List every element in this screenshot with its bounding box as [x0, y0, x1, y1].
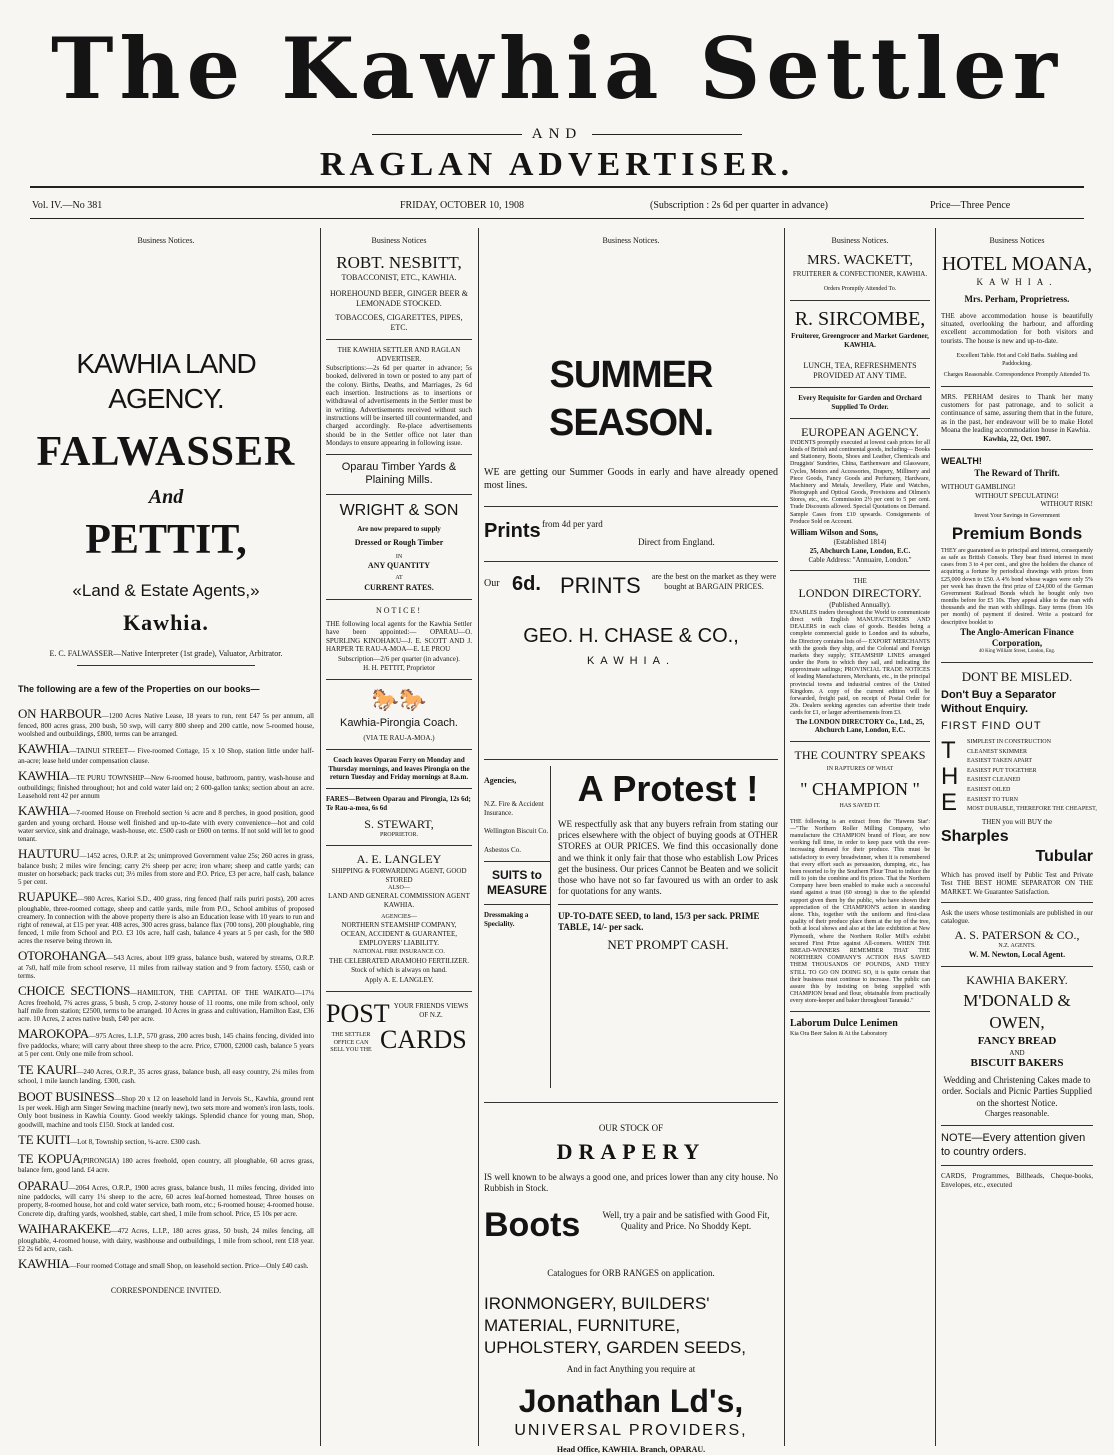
- separator-feature: SIMPLEST IN CONSTRUCTION: [967, 739, 1051, 746]
- property-name: CHOICE SECTIONS: [18, 983, 131, 999]
- column-header: Business Notices.: [602, 236, 660, 245]
- column-rule: [784, 228, 785, 1446]
- boots-word: Boots: [484, 1206, 581, 1244]
- separator-features: [941, 737, 1097, 818]
- ocean-accident: OCEAN, ACCIDENT & GUARANTEE, EMPLOYERS' LIABILITY.: [341, 929, 457, 947]
- nesbitt-sub: TOBACCONIST, ETC., KAWHIA.: [341, 273, 457, 283]
- european-agency: EUROPEAN AGENCY.: [801, 424, 919, 439]
- divider: [326, 339, 472, 340]
- separator-feature: EASIEST PUT TOGETHER: [967, 767, 1037, 774]
- property-list: [18, 707, 314, 1272]
- separator-feature: EASIEST OILED: [967, 787, 1011, 794]
- cards-programmes: CARDS, Programmes, Billheads, Cheque-books, Envelopes, etc., executed: [941, 1172, 1093, 1189]
- divider: [326, 749, 472, 750]
- protest-block: [484, 766, 778, 1096]
- post-cards-ad: [326, 998, 472, 1062]
- net-prompt-cash: NET PROMPT CASH.: [607, 937, 729, 952]
- masthead: [0, 0, 1114, 196]
- divider: [484, 1102, 778, 1103]
- premium-text: THEY are guaranteed as to principal and interest, consequently as safe as British Consols. They bear fixed interest in most cases from 3 to 4 per cent., and give the holders the chance of acquiring a fortune by periodical drawings with prizes from £25,000 down to £50. A 4% bond whose wages were only 5% per week has drawn the first prize of £24,000 of the German Government Railroad Bonds which he bought only two months before for £5 10s. They appeal alike to the man with thousands and the man with shillings. Easy terms (from 10s per month) of payment if desired. Write a postcard for descriptive booklet to: [941, 547, 1093, 626]
- langley-sub: SHIPPING & FORWARDING AGENT, GOOD STORED: [331, 867, 467, 884]
- asbestos: Asbestos Co.: [484, 846, 521, 854]
- seed-prices: UP-TO-DATE SEED, to land, 15/3 per sack. PRIME TABLE, 14/- per sack.: [558, 910, 760, 932]
- the-letters: [941, 738, 963, 816]
- property-description: —TE PURU TOWNSHIP—New 6-roomed house, bathroom, pantry, wash-house and outbuildings; finished throughout; hot and cold water laid on; 2 600-gallon tanks; section about an acre. Leasehold rent 42 per annum: [18, 774, 314, 800]
- divider: [790, 300, 930, 301]
- property-listing: [18, 1257, 314, 1272]
- agency-title: KAWHIA LAND AGENCY.: [76, 348, 256, 414]
- separator-enquiry: Don't Buy a Separator Without Enquiry.: [941, 688, 1057, 715]
- property-description: —Lot 8, Township section, ¼-acre. £300 cash.: [70, 1137, 201, 1146]
- firm-falwasser: FALWASSER: [36, 429, 296, 475]
- mdonald-owen: M'DONALD & OWEN,: [963, 991, 1071, 1032]
- column-land-agency: [18, 228, 314, 1448]
- without-gambling: WITHOUT GAMBLING!: [941, 482, 1016, 491]
- suits-to-measure: SUITS to MEASURE: [486, 867, 547, 897]
- cable-address: Cable Address: "Annuaire, London.": [808, 555, 912, 564]
- property-name: OTOROHANGA: [18, 948, 107, 964]
- paterson: A. S. PATERSON & CO.,: [954, 927, 1080, 942]
- masthead-rule: [30, 186, 1084, 188]
- property-listing: [18, 984, 314, 1023]
- column-wackett: [790, 228, 930, 1448]
- properties-intro: The following are a few of the Properties on our books—: [18, 683, 260, 694]
- protest-text: WE respectfully ask that any buyers refrain from stating our prices elsewhere with the object of buying goods at OTHER STORES at OUR PRICES. We find this occasionally done and we think it only fair that those who establish Low Prices get the business. Our prices Cannot be Beaten and we solicit those who have not so far favoured us with an order to ask for quotations for any wants.: [558, 818, 778, 897]
- divider: [941, 902, 1093, 903]
- universal-providers: UNIVERSAL PROVIDERS,: [514, 1421, 748, 1439]
- reward-thrift: The Reward of Thrift.: [974, 467, 1060, 478]
- any-quantity: ANY QUANTITY: [367, 561, 431, 571]
- wackett-sub: FRUITERER & CONFECTIONER, KAWHIA.: [792, 269, 928, 278]
- separator-feature: CLEANEST SKIMMER: [967, 748, 1028, 755]
- then-buy: THEN you will BUY the: [981, 818, 1053, 827]
- summer-text: WE are getting our Summer Goods in early and have already opened most lines.: [484, 467, 778, 491]
- national-insurance: NATIONAL FIRE INSURANCE CO.: [353, 949, 445, 956]
- boots-line: [484, 1204, 778, 1254]
- stock-on-hand: Stock of which is always on hand.: [351, 965, 447, 974]
- chase-name: GEO. H. CHASE & CO.,: [523, 625, 739, 647]
- dont-be-misled: DONT BE MISLED.: [961, 668, 1073, 684]
- published-annually: (Published Annually).: [829, 601, 891, 609]
- note-country-orders: NOTE—Every attention given to country orders.: [941, 1131, 1086, 1158]
- property-name: TE KUITI: [18, 1131, 71, 1147]
- dressmaking: Dressmaking a Speciality.: [484, 910, 529, 928]
- wellington-biscuit: Wellington Biscuit Co.: [484, 827, 549, 836]
- property-name: TE KOPUA: [18, 1150, 81, 1166]
- sixd-prints-line: [484, 572, 778, 616]
- friends-views: YOUR FRIENDS VIEWS OF N.Z.: [393, 1002, 469, 1019]
- the-letter: E: [941, 789, 958, 817]
- divider: [326, 845, 472, 846]
- summer-season: SUMMER SEASON.: [548, 354, 714, 444]
- agencies-title: Agencies,: [484, 775, 517, 785]
- divider: [790, 387, 930, 388]
- london-directory: LONDON DIRECTORY.: [798, 586, 922, 600]
- divider: [790, 418, 930, 419]
- wedding-cakes: Wedding and Christening Cakes made to order. Socials and Picnic Parties Supplied on the shortest Notice.: [942, 1075, 1092, 1108]
- our-word: Our: [484, 578, 500, 589]
- property-listing: [18, 1090, 314, 1129]
- property-name: OPARAU: [18, 1177, 69, 1193]
- invest-savings: Invest Your Savings in Government: [974, 513, 1060, 520]
- column-chase: [484, 228, 778, 1454]
- perham: Mrs. Perham, Proprietress.: [964, 294, 1070, 305]
- interpreter-line: E. C. FALWASSER—Native Interpreter (1st grade), Valuator, Arbitrator.: [49, 648, 283, 658]
- divider: [558, 904, 778, 905]
- separator-feature: EASIEST TO TURN: [967, 796, 1018, 803]
- divider: [326, 454, 472, 455]
- tubular-text: Which has proved itself by Public Test and Private Test THE BEST HOME SEPARATOR ON THE MARKET. We Guarantee Satisfaction.: [941, 870, 1093, 896]
- current-rates: CURRENT RATES.: [364, 582, 434, 592]
- column-rule: [320, 228, 321, 1446]
- property-description: —472 Acres, L.I.P., 180 acres grass, 50 bush, 24 miles fencing, all ploughable, 4-roomed house, with dairy, washhouse and outbuildings, 1 mile from school, rent £18 year. £2 2s 6d acre, cash.: [18, 1226, 314, 1253]
- lunch-tea: LUNCH, TEA, REFRESHMENTS PROVIDED AT ANY TIME.: [803, 361, 917, 381]
- has-saved: HAS SAVED IT.: [839, 803, 881, 810]
- property-name: WAIHARAKEKE: [18, 1220, 111, 1236]
- divider: [484, 759, 778, 760]
- property-name: RUAPUKE: [18, 889, 78, 905]
- tobaccoes: TOBACCOES, CIGARETTES, PIPES, ETC.: [335, 313, 463, 333]
- tubular: Tubular: [1035, 847, 1093, 865]
- biscuit-bakers: BISCUIT BAKERS: [970, 1057, 1064, 1070]
- prints-6d: PRINTS: [560, 573, 641, 598]
- column-rule: [478, 228, 479, 1446]
- fancy-bread: FANCY BREAD: [977, 1034, 1057, 1047]
- newspaper-subtitle: RAGLAN ADVERTISER.: [319, 146, 795, 183]
- property-listing: [18, 742, 314, 765]
- divider: [941, 386, 1093, 387]
- protest-title: A Protest !: [577, 767, 759, 809]
- property-description: —1452 acres, O.R.P. at 2s; unimproved Government value 25s; 260 acres in grass, balance bush; 2 miles wire fencing; carry 2½ sheep per acre; iron whare; sheep and cattle yards; can muster on horseback; pack tracks cut; 3½ miles from store and P.O. Price, £3 per acre, half cash, balance 5 per cent.: [18, 852, 314, 887]
- sharples: Sharples: [941, 827, 1009, 845]
- drapery: DRAPERY: [556, 1139, 706, 1164]
- column-rule: [935, 228, 936, 1446]
- property-description: —Shop 20 x 12 on leasehold land in Jervois St., Kawhia, ground rent 1s per week. High arm Singer Sewing machine (nearly new), two sets more and women's iron lasts, tools. Only boot business in Kawhia County. Good weekly takings. Splendid chance for young man, Shop, goodwill, machine and tools £150. Stock at landed cost.: [18, 1094, 314, 1129]
- anglo-address: 40 King William Street, London, Eng.: [978, 649, 1056, 655]
- masthead-and: AND: [0, 126, 1114, 143]
- prints-direct: Direct from England.: [638, 537, 715, 547]
- coach-title: Kawhia-Pirongia Coach.: [339, 717, 458, 730]
- firm-and: And: [148, 485, 184, 508]
- divider: [790, 570, 930, 571]
- coach-fares: FARES—Between Oparau and Pirongia, 12s 6d; Te Rau-a-moa, 6s 6d: [326, 795, 471, 812]
- subscriptions-text: Subscriptions:—2s 6d per quarter in advance; 5s booked, delivered in town or posted to any part of the colony. Births, Deaths, and Marriages, 2s 6d each insertion. Instructions as to insertions or withdrawal of advertisements in the Settler must be in writing. Advertisements received without such instructions will be inserted till countermanded, and charged accordingly. Re-place advertisements should be in the Settler office not later than Mondays to ensure appearing in following issue.: [326, 363, 472, 448]
- column-hotel: [941, 228, 1097, 1448]
- divider: [941, 662, 1093, 663]
- the-letter: H: [941, 763, 959, 791]
- column-nesbitt: [326, 228, 472, 1448]
- in-label: IN: [395, 553, 403, 560]
- subscription-rate: (Subscription : 2s 6d per quarter in advance): [650, 200, 829, 211]
- country-speaks: THE COUNTRY SPEAKS: [794, 748, 926, 763]
- settler-box: THE KAWHIA SETTLER AND RAGLAN ADVERTISER.: [337, 346, 461, 363]
- property-name: ON HARBOUR: [18, 706, 102, 721]
- volume-number: Vol. IV.—No 381: [32, 200, 103, 211]
- wealth: WEALTH!: [941, 456, 982, 467]
- the-letter: T: [941, 737, 956, 765]
- stock-of: OUR STOCK OF: [598, 1122, 664, 1133]
- ask-users: Ask the users whose testimonials are published in our catalogue.: [941, 909, 1093, 926]
- firm-pettit: PETTIT,: [85, 516, 247, 563]
- property-name: KAWHIA: [18, 1255, 70, 1271]
- separator-feature: EASIEST TAKEN APART: [967, 758, 1033, 765]
- property-listing: [18, 949, 314, 980]
- coach-text: Coach leaves Oparau Ferry on Monday and Thursday mornings, and leaves Pirongia on the return Tuesday and Friday mornings at 8.a.m.: [328, 755, 470, 782]
- property-listing: [18, 1152, 314, 1175]
- property-description: —7-roomed House on Freehold section ¼ acre and 8 perches, in good position, good garden and young orchard. House well finished and up-to-date with every convenience—hot and cold water service, sink and drainage, wash-house, etc. £500 cash or £600 on terms. If not sold will let to good tenant.: [18, 809, 314, 844]
- price: Price—Three Pence: [930, 200, 1011, 211]
- aramoho: THE CELEBRATED ARAMOHO FERTILIZER.: [329, 956, 469, 965]
- first-find-out: FIRST FIND OUT: [941, 720, 1042, 733]
- divider: [790, 1011, 930, 1012]
- divider: [941, 1165, 1093, 1166]
- hotel-moana: HOTEL MOANA,: [941, 253, 1093, 275]
- separator-feature: MOST DURABLE, THEREFORE THE CHEAPEST,: [967, 806, 1097, 813]
- property-name: HAUTURU: [18, 846, 80, 862]
- ironmongery: IRONMONGERY, BUILDERS' MATERIAL, FURNITURE, UPHOLSTERY, GARDEN SEEDS,: [484, 1294, 747, 1358]
- chase-town: KAWHIA.: [586, 655, 676, 667]
- property-listing: [18, 769, 314, 800]
- prints-price: from 4d per yard: [542, 519, 603, 529]
- property-description: —240 Acres, O.R.P., 35 acres grass, balance bush, all easy country, 2¼ miles from school, 1 mile launch landing. £300, cash.: [18, 1067, 314, 1086]
- notice-text: THE following local agents for the Kawhia Settler have been appointed:— OPARAU—O. SPURLING KINOHAKU—J. E. SCOTT AND J. HARPER TE RAU-A-MOA—E. LE PROU: [326, 619, 472, 654]
- without-risk: WITHOUT RISK!: [1040, 500, 1093, 509]
- without-speculating: WITHOUT SPECULATING!: [975, 491, 1059, 500]
- divider: [326, 679, 472, 680]
- agencies-sidebar: [484, 766, 551, 1088]
- at-label: AT: [395, 575, 403, 582]
- coach-via: (VIA TE RAU-A-MOA.): [363, 734, 435, 743]
- property-listing: [18, 707, 314, 738]
- horehound: HOREHOUND BEER, GINGER BEER & LEMONADE STOCKED.: [330, 289, 468, 309]
- indents-text: INDENTS promptly executed at lowest cash prices for all kinds of British and continental goods, including— Books and Stationery, Boots, Shoes and Leather, Chemicals and Druggists' Sundries, China, Earthenware and Glassware, Cycles, Motors and Accessories, Drapery, Millinery and Piece Goods, Fancy Goods and Perfumery, Hardware, Machinery and Metals, Jewellery, Plate and Watches, Photograph and Optical Goods, Provisions and Oilmen's Stores, etc., etc. Commission 2½ per cent to 5 per cent. Trade Discounts allowed. Special Quotations on Demand. Sample Cases from £10 upwards. Consignments of Produce Sold on Account.: [790, 439, 930, 525]
- feature-list: [967, 738, 1097, 815]
- land-agent: LAND AND GENERAL COMMISSION AGENT KAWHIA.: [328, 892, 470, 909]
- post-word: POST: [326, 999, 390, 1029]
- garden-requisite: Every Requisite for Garden and Orchard Supplied To Order.: [798, 394, 922, 411]
- perham-text: MRS. PERHAM desires to Thank her many customers for past patronage, and to solicit a continuance of same, assuring them that in the future, as in the past, her endeavour will be to make Hotel Moana the leading accommodation house in Kawhia.: [941, 392, 1093, 435]
- oparau-timber: Oparau Timber Yards & Plaining Mills.: [341, 460, 457, 487]
- dateline: [30, 200, 1084, 216]
- property-description: —HAMILTON, THE CAPITAL OF THE WAIKATO—17¼ Acres freehold, 7¾ acres grass, 5 bush, 5 crop, 2-storey house of 11 rooms, one mile from school, only half mile from station; £2500, terms to be arranged. 10 Acres in grass and cultivation, Hamilton East, £36 acre. 10 Acres, 2 acres native bush, £40 per acre.: [18, 989, 314, 1024]
- apply-langley: Apply A. E. LANGLEY.: [364, 976, 434, 985]
- column-header: Business Notices: [371, 236, 427, 245]
- property-description: —980 Acres, Karioi S.D., 400 grass, ring fenced (half rails puriri posts), 200 acres ploughable, three-roomed cottage, sheep and cattle yards, mile from P.O., School ambitus of proposed creamery. In connection with the above property there is also an Education lease with 10 years to run and right of renewal, at £15 per year. 408 acres, 300 acres grass, balance flax (700 tons), 200 ploughable, ring fenced, 1 mile from School and P.O. £3 10s acre, half cash, balance 4 years at 5 per cash, for the 980 acres the reserve being thrown in.: [18, 895, 314, 946]
- sircombe-name: R. SIRCOMBE,: [794, 307, 926, 330]
- property-name: BOOT BUSINESS: [18, 1088, 115, 1104]
- divider: [326, 599, 472, 600]
- dateline-rule: [30, 218, 1084, 219]
- kawhia-bakery: KAWHIA BAKERY.: [966, 973, 1068, 988]
- head-office: Head Office, KAWHIA. Branch, OPARAU.: [556, 1444, 706, 1454]
- newton: W. M. Newton, Local Agent.: [968, 950, 1066, 960]
- the-label: THE: [853, 577, 867, 586]
- divider: [484, 506, 778, 507]
- premium-bonds: Premium Bonds: [951, 523, 1083, 543]
- pettit-proprietor: H. H. PETTIT, Proprietor: [363, 664, 435, 673]
- best-on-market: are the best on the market as they were bought at BARGAIN PRICES.: [651, 572, 777, 591]
- column-header: Business Notices: [989, 236, 1045, 245]
- property-name: KAWHIA: [18, 803, 70, 819]
- and-label: AND: [1009, 1048, 1025, 1057]
- property-listing: [18, 1133, 314, 1148]
- property-description: —543 Acres, about 109 grass, balance bush, watered by streams, O.R.P. at 7s0, half mile from school reserve, 11 miles from railway station and 9 from factory. £550, cash or terms.: [18, 954, 314, 981]
- property-listing: [18, 847, 314, 886]
- laborum-sub: Kia Ora Beer Salon & At the Laboratory: [790, 1030, 888, 1037]
- property-description: —975 Acres, L.I.P., 570 grass, 200 acres bush, 145 chains fencing, divided into five paddocks, whare; will carry about three sheep to the acre. Price, £7000, £2000 cash, balance 5 years at 5 per cent. Only one mile from school.: [18, 1032, 314, 1059]
- divider: [941, 966, 1093, 967]
- wright-son: WRIGHT & SON: [339, 502, 459, 520]
- agencies-label: AGENCIES—: [381, 913, 417, 920]
- property-description: —2064 Acres, O.R.P., 1900 acres grass, balance bush, 11 miles fencing, divided into nine paddocks, will carry 1¼ sheep to the acre, 60 acres leaf-horned homestead, Three houses on property, 8-roomed house, hot and cold water service, bath room, etc.; 6-roomed house; 4-roomed house. Concrete dip, drafting yards, woolshed, stable, cart shed, 1 mile from school. Price, £5 10s per acre.: [18, 1183, 314, 1218]
- divider: [941, 1125, 1093, 1126]
- subscription-line: Subscription—2/6 per quarter (in advance).: [338, 655, 460, 664]
- anglo-american: The Anglo-American Finance Corporation,: [960, 626, 1074, 649]
- nz-fire: N.Z. Fire & Accident Insurance.: [484, 799, 544, 817]
- champion-text: THE following is an extract from the 'Hawera Star':—"The Northern Roller Milling Company, who manufacture the CHAMPION brand of Flour, are now working full time, in order to keep pace with the ever-increasing demand for their produce. This must be satisfactory to every breadwinner, when it is remembered that every effort such as persuasion, dumping, etc., has been resorted to by the Southern Flour Trust to induce the mill to join the combine and fix prices. That the Northern Company have been enabled to make such a successful stand against a trust (60 strong) is due to the splendid support given them by the public, who have shown their appreciation of the CHAMPION'S action in standing alone. This, together with the uniform and first-class quality of their produce place them at the top of the tree, both at local shows and also at the late exhibition at New Plymouth, where the Northern Roller Mill's exhibit secured First Prize against All-comers. WHEN THE BREAD-WINNERS REMEMBER THAT THE NORTHERN COMPANY'S ACTION HAS SAVED THEM THOUSANDS OF POUNDS, AND THEY STILL TO GO ON DOING SO, it is quite certain that their business must continue to increase. The public can assure this by insisting on being supplied with CHAMPION bread and flour, obtainable from practically every store-keeper and baker throughout Taranaki.": [790, 818, 930, 1005]
- property-listing: [18, 890, 314, 945]
- property-name: KAWHIA: [18, 741, 70, 757]
- property-listing: [18, 1179, 314, 1218]
- property-listing: [18, 1063, 314, 1086]
- divider: [790, 741, 930, 742]
- established: (Established 1814): [833, 538, 887, 546]
- charges-reasonable-2: Charges reasonable.: [984, 1108, 1050, 1118]
- stewart-name: S. STEWART,: [364, 816, 434, 831]
- wilson-sons: William Wilson and Sons,: [790, 528, 879, 537]
- hotel-date: Kawhia, 22, Oct. 1907.: [983, 434, 1051, 443]
- separator-feature: EASIEST CLEANED: [967, 777, 1021, 784]
- column-header: Business Notices.: [831, 236, 889, 245]
- raptures: IN RAPTURES OF WHAT: [826, 766, 894, 773]
- settler-office-sell: THE SETTLER OFFICE CAN SELL YOU THE: [330, 1032, 372, 1054]
- cards-word: CARDS: [380, 1025, 467, 1055]
- divider: [484, 861, 550, 862]
- prints-word: Prints: [484, 520, 541, 542]
- correspondence-invited: CORRESPONDENCE INVITED.: [110, 1285, 222, 1295]
- sircombe-sub: Fruiterer, Greengrocer and Market Gardener, KAWHIA.: [791, 331, 929, 349]
- town-kawhia: Kawhia.: [123, 610, 209, 636]
- divider: [326, 991, 472, 992]
- prepared: Are now prepared to supply: [357, 525, 441, 534]
- catalogues: Catalogues for ORB RANGES on application.: [547, 1268, 715, 1278]
- property-description: —TAINUI STREET— Five-roomed Cottage, 15 x 10 Shop, station little under half-an-acre; lease held under compensation clause.: [18, 747, 314, 765]
- laborum: Laborum Dulce Lenimen: [790, 1018, 898, 1030]
- divider: [326, 494, 472, 495]
- land-estate-agents: «Land & Estate Agents,»: [72, 581, 260, 600]
- prints-line: [484, 515, 778, 555]
- drapery-text: IS well known to be always a good one, and prices lower than any city house. No Rubbish in Stock.: [484, 1171, 778, 1193]
- property-listing: [18, 804, 314, 843]
- column-header: Business Notices.: [137, 236, 195, 245]
- anything-you-require: And in fact Anything you require at: [566, 1363, 696, 1374]
- orders-attended: Orders Promptly Attended To.: [823, 286, 897, 293]
- property-description: —Four roomed Cottage and small Shop, on leasehold section. Price—Only £40 cash.: [69, 1261, 309, 1270]
- nesbitt-name: ROBT. NESBITT,: [336, 253, 462, 272]
- stewart-sub: PROPRIETOR.: [379, 831, 419, 838]
- newspaper-title: The Kawhia Settler: [51, 19, 1063, 118]
- property-name: MAROKOPA: [18, 1026, 89, 1042]
- wackett-name: MRS. WACKETT,: [807, 253, 913, 268]
- property-description: (PIRONGIA) 180 acres freehold, open country, all ploughable, 60 acres grass, balance fern, good land. £4 acre.: [18, 1156, 314, 1175]
- divider: [77, 665, 255, 666]
- issue-date: FRIDAY, OCTOBER 10, 1908: [400, 200, 525, 211]
- divider: [484, 904, 550, 905]
- northern-steamship: NORTHERN STEAMSHIP COMPANY,: [341, 921, 457, 930]
- divider: [941, 449, 1093, 450]
- hotel-text: THE above accommodation house is beautifully situated, overlooking the harbour, and affording excellent accommodation for both visitors and tourists. The house is new and up-to-date.: [941, 311, 1093, 345]
- protest-notice: [558, 766, 778, 954]
- notice-title: NOTICE!: [376, 605, 422, 615]
- langley-name: A. E. LANGLEY: [356, 852, 442, 867]
- property-name: TE KAURI: [18, 1061, 77, 1077]
- excellent-table: Excellent Table. Hot and Cold Baths. Stabling and Paddocking.: [956, 353, 1078, 367]
- property-listing: [18, 1027, 314, 1058]
- divider: [484, 561, 778, 562]
- champion: " CHAMPION ": [800, 778, 920, 799]
- abchurch-lane: 25, Abchurch Lane, London, E.C.: [809, 546, 911, 555]
- hotel-town: KAWHIA.: [976, 277, 1058, 287]
- london-directory-co: The LONDON DIRECTORY Co., Ltd., 25, Abchurch Lane, London, E.C.: [795, 717, 925, 735]
- london-text: ENABLES traders throughout the World to communicate direct with English MANUFACTURERS AND DEALERS in each class of goods. Besides being a complete commercial guide to London and its suburbs, the Directory contains lists of— EXPORT MERCHANTS with the goods they ship, and the Colonial and Foreign markets they supply; STEAMSHIP LINES arranged under the Ports to which they sail, and indicating the approximate sailings; PROVINCIAL TRADE NOTICES of leading Manufacturers, Merchants, etc., in the principal provincial towns and industrial centres of the United Kingdom. A copy of the current edition will be forwarded, freight paid, on receipt of Postal Order for 20s. Dealers seeking agencies can advertise their trade cards for £1, or larger advertisements from £3.: [790, 609, 930, 717]
- charges-reasonable: Charges Reasonable. Correspondence Promptly Attended To.: [943, 372, 1091, 379]
- sixd: 6d.: [512, 573, 541, 595]
- dressed-timber: Dressed or Rough Timber: [354, 537, 444, 547]
- jonathan: Jonathan Ld's,: [518, 1382, 744, 1419]
- property-description: —1200 Acres Native Lease, 18 years to run, rent £47 5s per annum, all fenced, 800 acres grass, 200 bush, 50 swp, will carry 800 sheep and 200 cattle, now 5-roomed house, woolshed and outbuildings, £800, terms can be arranged.: [18, 712, 314, 738]
- nz-agents: N.Z. AGENTS.: [998, 942, 1036, 949]
- coach-icon: 🐎🐎: [371, 686, 427, 712]
- property-name: KAWHIA: [18, 768, 70, 784]
- also-label: ALSO—: [388, 884, 410, 891]
- property-listing: [18, 1222, 314, 1253]
- boots-text: Well, try a pair and be satisfied with Good Fit, Quality and Price. No Shoddy Kept.: [602, 1210, 770, 1232]
- divider: [326, 788, 472, 789]
